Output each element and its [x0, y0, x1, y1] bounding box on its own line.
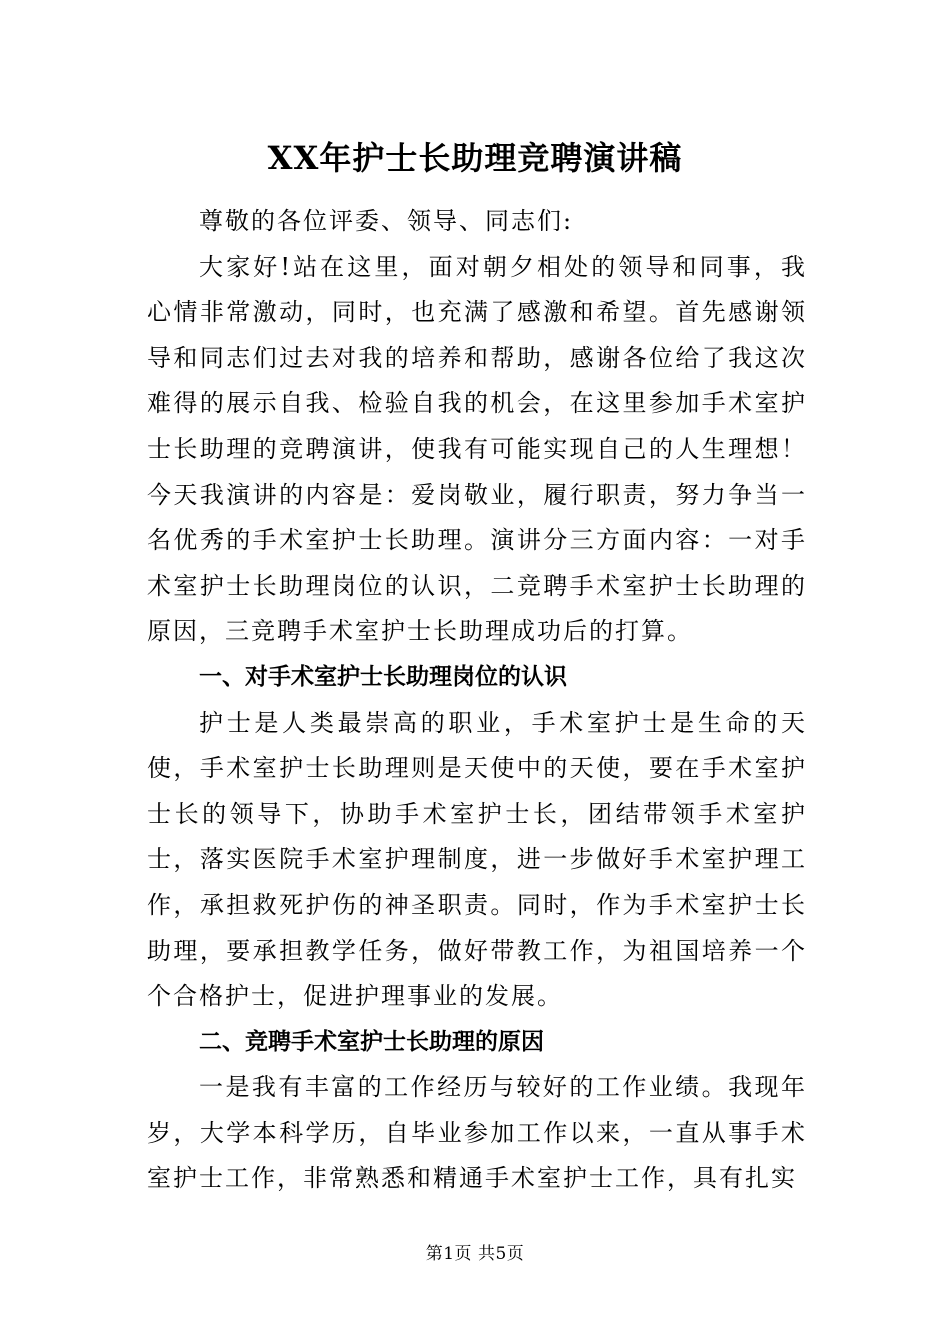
section-text-2: 一是我有丰富的工作经历与较好的工作业绩。我现年岁，大学本科学历，自毕业参加工作以来，一直从事手术室护士工作，非常熟悉和精通手术室护士工作，具有扎实 — [147, 1073, 807, 1193]
salutation: 尊敬的各位评委、领导、同志们: — [199, 207, 574, 235]
section-heading-1: 一、对手术室护士长助理岗位的认识 — [199, 663, 567, 690]
section-heading-2: 二、竞聘手术室护士长助理的原因 — [199, 1028, 544, 1055]
document-title: XX年护士长助理竞聘演讲稿 — [267, 139, 683, 177]
intro-paragraph: 大家好!站在这里，面对朝夕相处的领导和同事，我心情非常激动，同时，也充满了感激和希望。首先感谢领导和同志们过去对我的培养和帮助，感谢各位给了我这次难得的展示自我、检验自我的机会，在这里参加手术室护士长助理的竞聘演讲，使我有可能实现自己的人生理想！今天我演讲的内容是：爱岗敬业，履行职责，努力争当一名优秀的手术室护士长助理。演讲分三方面内容：一对手术室护士长助理岗位的认识，二竞聘手术室护士长助理的原因，三竞聘手术室护士长助理成功后的打算。 — [147, 252, 807, 646]
section-text-1: 护士是人类最崇高的职业，手术室护士是生命的天使，手术室护士长助理则是天使中的天使，要在手术室护士长的领导下，协助手术室护士长，团结带领手术室护士，落实医院手术室护理制度，进一步做好手术室护理工作，承担救死护伤的神圣职责。同时，作为手术室护士长助理，要承担教学任务，做好带教工作，为祖国培养一个个合格护士，促进护理事业的发展。 — [147, 708, 807, 1011]
document-body — [147, 199, 807, 1202]
page-footer: 第1页 共5页 — [425, 1244, 525, 1264]
